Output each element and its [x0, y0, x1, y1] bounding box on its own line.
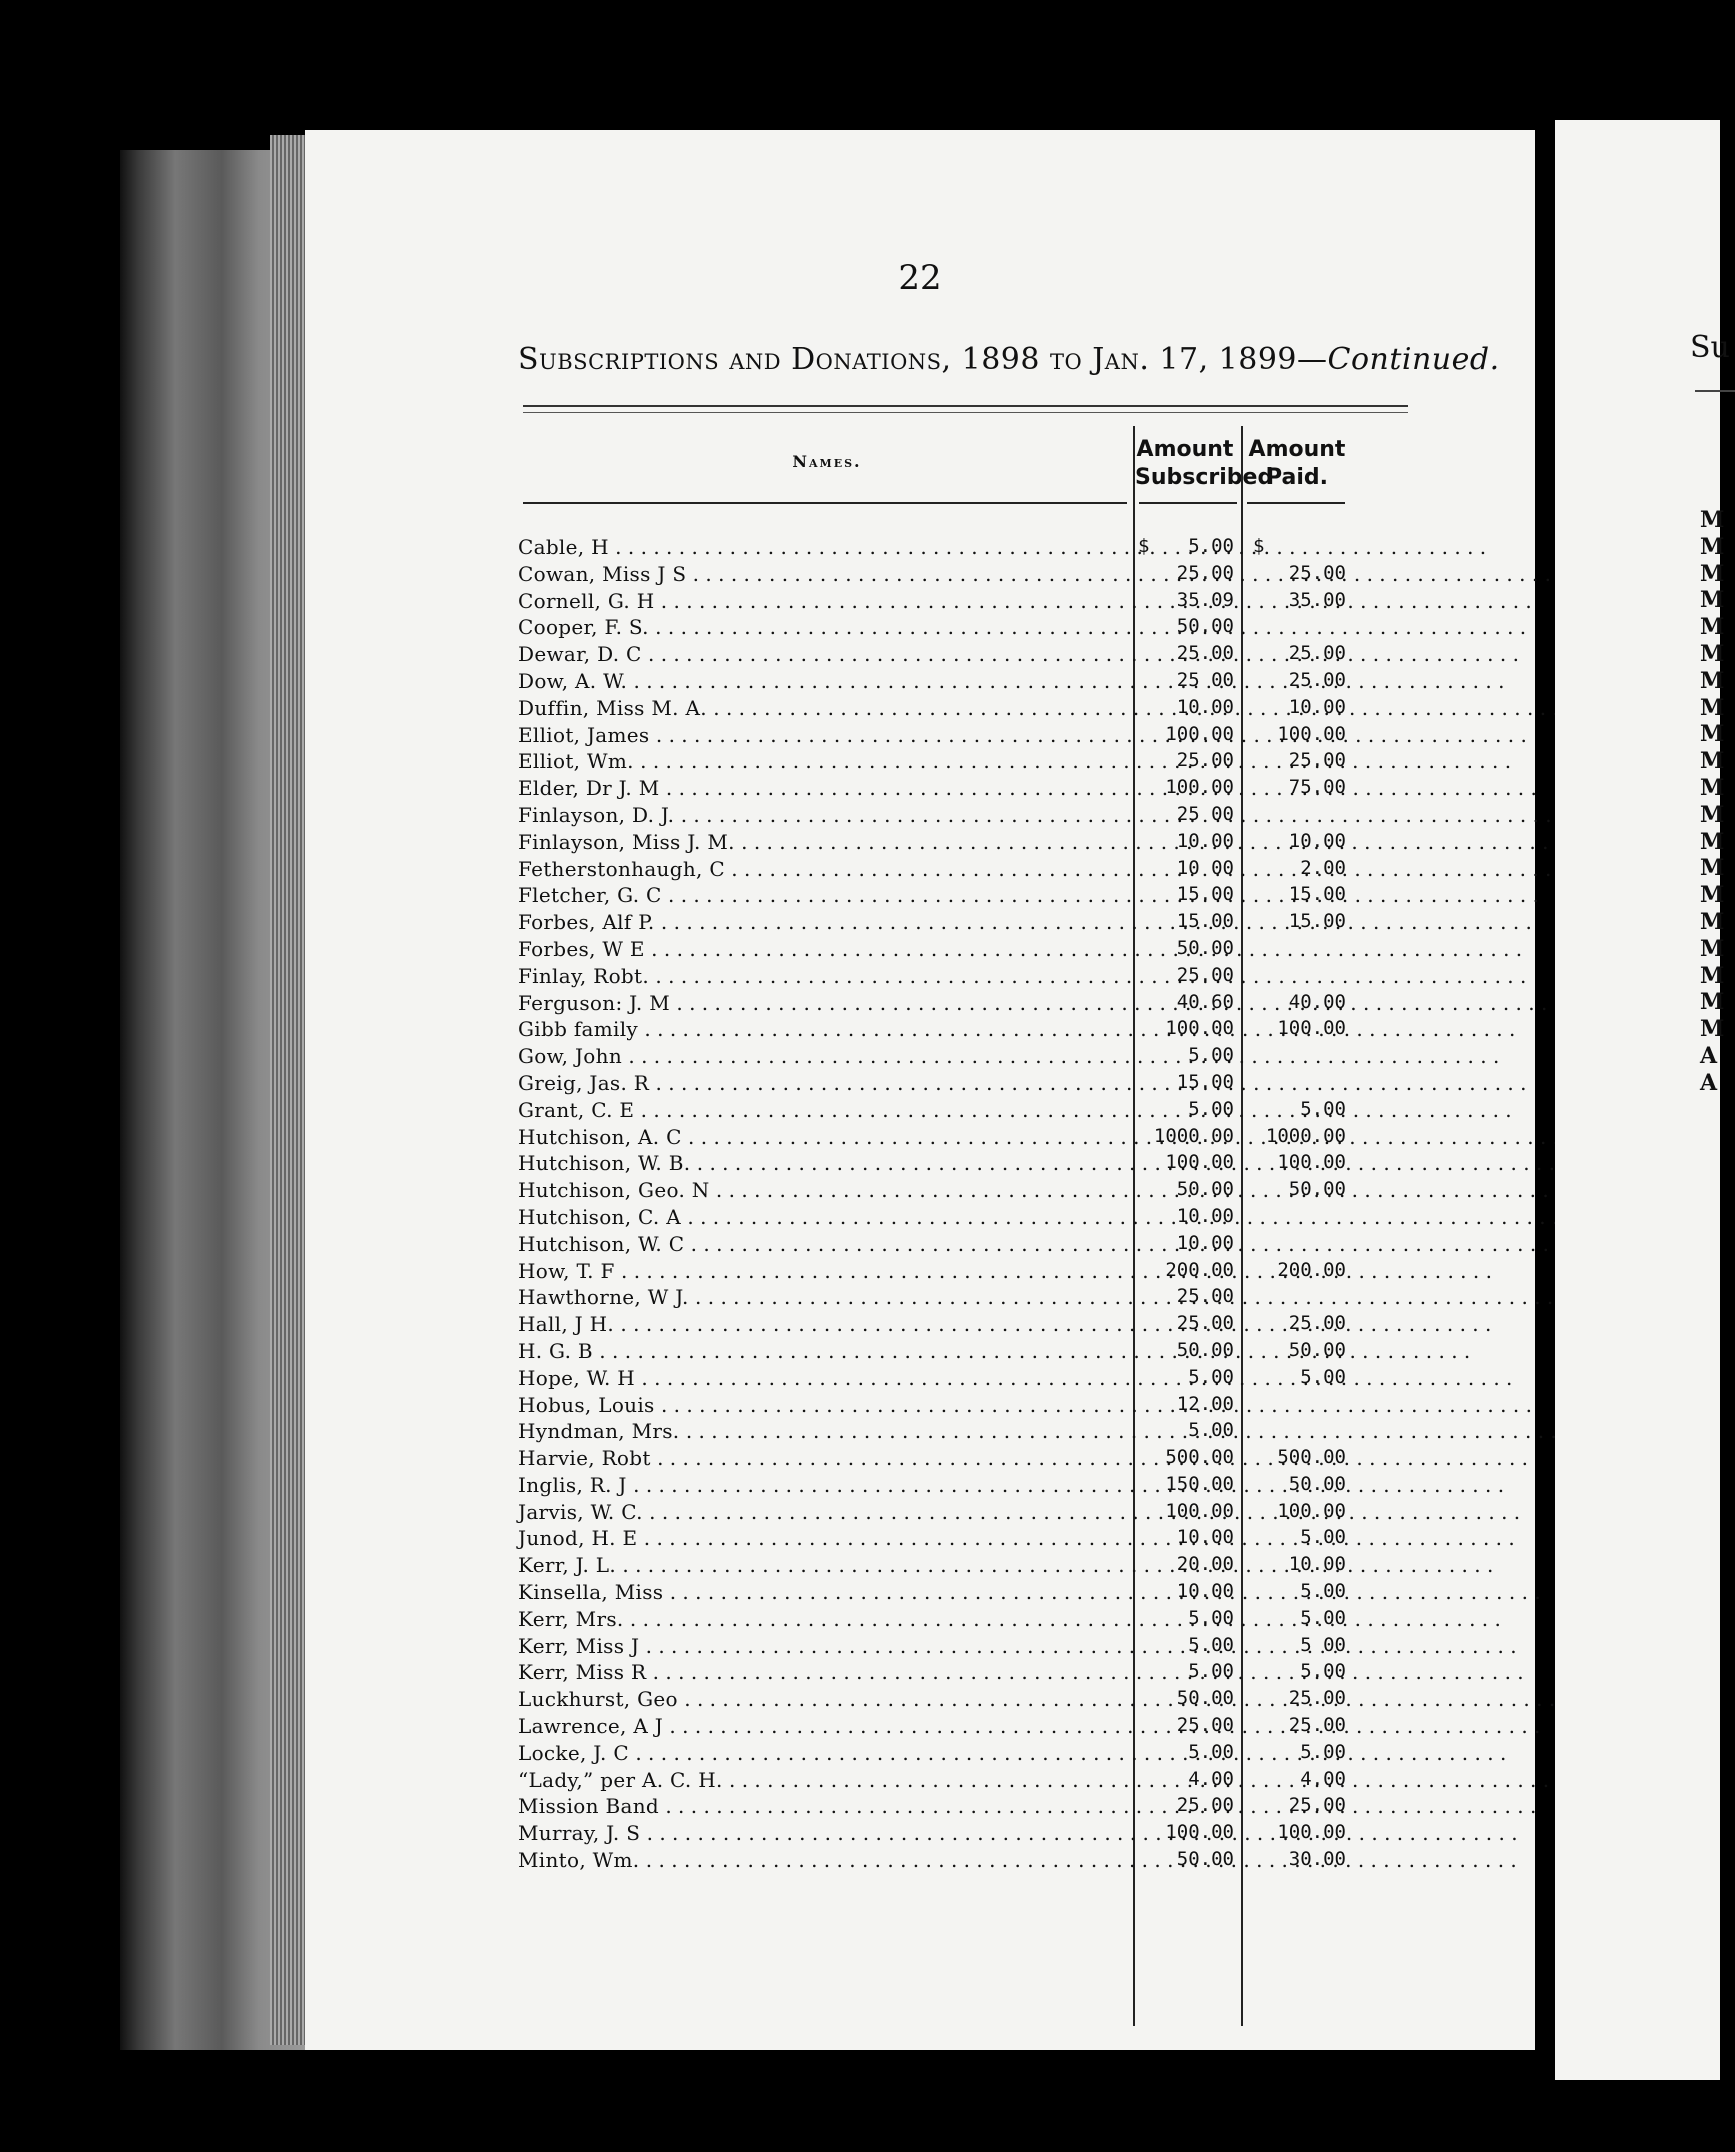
table-row — [518, 1473, 1408, 1500]
amount-paid: 75.00 — [1288, 776, 1346, 799]
title-continued: Continued. — [1327, 342, 1500, 377]
page-title — [518, 342, 1500, 377]
amount-subscribed: 25.00 — [1176, 1794, 1234, 1817]
amount-subscribed: 50.00 — [1176, 1178, 1234, 1201]
amount-subscribed: 4.00 — [1188, 1767, 1234, 1790]
amount-paid: 25.00 — [1288, 1312, 1346, 1335]
next-page-initial: M — [1700, 828, 1725, 855]
amount-paid: 25.00 — [1288, 1714, 1346, 1737]
table-row — [518, 1339, 1408, 1366]
amount-paid: 4.00 — [1300, 1767, 1346, 1790]
amount-paid: 200.00 — [1277, 1258, 1346, 1281]
amount-paid: 5.00 — [1300, 1365, 1346, 1388]
next-page-initial: M — [1700, 908, 1725, 935]
amount-subscribed: 100.00 — [1165, 1017, 1234, 1040]
table-row — [518, 1285, 1408, 1312]
table-row — [518, 723, 1408, 750]
table-row — [518, 562, 1408, 589]
table-row — [518, 535, 1408, 562]
table-row — [518, 1205, 1408, 1232]
amount-subscribed: 50.00 — [1176, 1338, 1234, 1361]
amount-subscribed: 10.00 — [1176, 1231, 1234, 1254]
amount-subscribed: 10 00 — [1176, 856, 1234, 879]
subscriber-name: Cowan, Miss J S . . . — [518, 562, 1128, 586]
table-row — [518, 830, 1408, 857]
subscriber-name: Locke, J. C . . . — [518, 1741, 1128, 1765]
subscriber-name: Hutchison, Geo. N . . . — [518, 1178, 1128, 1202]
amount-subscribed: 100.00 — [1165, 776, 1234, 799]
table-row — [518, 1017, 1408, 1044]
table-row — [518, 615, 1408, 642]
subscriber-name: Fletcher, G. C . . . — [518, 883, 1128, 907]
subscriber-name: Kinsella, Miss . . . — [518, 1580, 1128, 1604]
table-row — [518, 1178, 1408, 1205]
header-rule-thin — [523, 412, 1408, 413]
amount-paid: 10.00 — [1288, 829, 1346, 852]
table-row — [518, 1660, 1408, 1687]
subscriber-name: Gow, John . . . — [518, 1044, 1128, 1068]
subscriber-name: Kerr, Miss R . . . — [518, 1660, 1128, 1684]
amount-subscribed: 5.00 — [1188, 1044, 1234, 1067]
subscriber-name: Mission Band . . . — [518, 1794, 1128, 1818]
amount-paid: 50.00 — [1288, 1178, 1346, 1201]
paid-header-rule — [1247, 502, 1345, 504]
table-row — [518, 1500, 1408, 1527]
subscriber-name: Duffin, Miss M. A. . . . — [518, 696, 1128, 720]
next-page-initials — [1700, 507, 1724, 1097]
amount-subscribed: 10.00 — [1176, 1204, 1234, 1227]
subscriber-name: Gibb family . . . — [518, 1017, 1128, 1041]
amount-subscribed: 50.00 — [1176, 1687, 1234, 1710]
paid-column-header: Amount Paid. — [1248, 437, 1346, 490]
page-edges — [270, 135, 310, 2045]
table-row — [518, 749, 1408, 776]
amount-paid: 25.00 — [1288, 1794, 1346, 1817]
amount-subscribed: 25.00 — [1176, 749, 1234, 772]
amount-paid: 15.00 — [1288, 910, 1346, 933]
table-row — [518, 1151, 1408, 1178]
page-number: 22 — [898, 258, 942, 298]
next-page-initial: M — [1700, 748, 1725, 775]
amount-subscribed: 50.00 — [1176, 615, 1234, 638]
table-row — [518, 1446, 1408, 1473]
subscriber-name: Murray, J. S . . . — [518, 1821, 1128, 1845]
subscriber-name: Grant, C. E . . . — [518, 1098, 1128, 1122]
subscriber-name: Hyndman, Mrs. . . . — [518, 1419, 1128, 1443]
amount-paid: 1000.00 — [1265, 1124, 1346, 1147]
subscriber-name: Finlayson, Miss J. M. . . . — [518, 830, 1128, 854]
table-row — [518, 669, 1408, 696]
amount-subscribed: 500.00 — [1165, 1446, 1234, 1469]
amount-paid: 10.00 — [1288, 695, 1346, 718]
amount-subscribed: 15.00 — [1176, 883, 1234, 906]
subscriber-name: Elliot, James . . . — [518, 723, 1128, 747]
amount-subscribed: 25 00 — [1176, 668, 1234, 691]
subscriber-name: Ferguson: J. M . . . — [518, 991, 1128, 1015]
next-page-initial: M — [1700, 882, 1725, 909]
subscriber-name: Hobus, Louis . . . — [518, 1393, 1128, 1417]
amount-subscribed: 5.00 — [1188, 1365, 1234, 1388]
next-page-initial: M — [1700, 721, 1725, 748]
table-row — [518, 803, 1408, 830]
amount-subscribed: 10.00 — [1176, 829, 1234, 852]
table-row — [518, 910, 1408, 937]
next-page-header: Su — [1690, 330, 1730, 365]
subscribed-column-header: Amount Subscribed — [1135, 437, 1274, 490]
table-row — [518, 1607, 1408, 1634]
amount-subscribed: 100.00 — [1165, 722, 1234, 745]
amount-paid: 50.00 — [1288, 1338, 1346, 1361]
amount-subscribed: 25 00 — [1176, 802, 1234, 825]
next-page-initial: M — [1700, 989, 1725, 1016]
amount-subscribed: 25.00 — [1176, 642, 1234, 665]
currency-symbol: $ — [1253, 535, 1265, 557]
amount-subscribed: 50.00 — [1176, 936, 1234, 959]
table-row — [518, 1312, 1408, 1339]
amount-paid: 25.00 — [1288, 749, 1346, 772]
table-row — [518, 776, 1408, 803]
subscriber-name: Lawrence, A J . . . — [518, 1714, 1128, 1738]
amount-subscribed: 1000.00 — [1153, 1124, 1234, 1147]
table-row — [518, 883, 1408, 910]
next-page-initial: M — [1700, 533, 1725, 560]
table-row — [518, 1044, 1408, 1071]
amount-paid: 25.00 — [1288, 1687, 1346, 1710]
table-row — [518, 1821, 1408, 1848]
amount-subscribed: 50.00 — [1176, 1848, 1234, 1871]
next-page-initial: M — [1700, 640, 1725, 667]
table-row — [518, 1125, 1408, 1152]
amount-paid: 5.00 — [1300, 1526, 1346, 1549]
amount-subscribed: 35.09 — [1176, 588, 1234, 611]
amount-subscribed: 5.00 — [1188, 1740, 1234, 1763]
amount-paid: 25.00 — [1288, 642, 1346, 665]
amount-paid: 100.00 — [1277, 1151, 1346, 1174]
next-page-initial: M — [1700, 962, 1725, 989]
amount-subscribed: 5.00 — [1188, 1660, 1234, 1683]
table-row — [518, 1232, 1408, 1259]
subscriber-name: Hutchison, C. A . . . — [518, 1205, 1128, 1229]
subscriber-name: Junod, H. E . . . — [518, 1526, 1128, 1550]
subscriber-name: Hutchison, W. B. . . . — [518, 1151, 1128, 1175]
amount-paid: 10.00 — [1288, 1553, 1346, 1576]
subscriber-name: Finlay, Robt. . . . — [518, 964, 1128, 988]
amount-paid: 5.00 — [1300, 1740, 1346, 1763]
table-row — [518, 937, 1408, 964]
amount-paid: 5.00 — [1300, 1606, 1346, 1629]
subscriber-name: How, T. F . . . — [518, 1259, 1128, 1283]
subscriber-name: Luckhurst, Geo . . . — [518, 1687, 1128, 1711]
subscriber-name: Hope, W. H . . . — [518, 1366, 1128, 1390]
amount-subscribed: 5.00 — [1188, 1419, 1234, 1442]
subscriber-name: Kerr, Miss J . . . — [518, 1634, 1128, 1658]
amount-paid: 5.00 — [1300, 1097, 1346, 1120]
table-row — [518, 1366, 1408, 1393]
table-row — [518, 1098, 1408, 1125]
amount-subscribed: 5.00 — [1188, 535, 1234, 557]
next-page-initial: M — [1700, 801, 1725, 828]
table-row — [518, 964, 1408, 991]
amount-subscribed: 200.00 — [1165, 1258, 1234, 1281]
subscriber-name: Elder, Dr J. M . . . — [518, 776, 1128, 800]
amount-paid: 5.00 — [1300, 1660, 1346, 1683]
amount-paid: 100.00 — [1277, 722, 1346, 745]
subscriber-name: Cable, H . . . — [518, 535, 1128, 559]
next-page-initial: M — [1700, 614, 1725, 641]
next-page-initial: M — [1700, 694, 1725, 721]
next-page-initial: M — [1700, 855, 1725, 882]
table-row — [518, 1768, 1408, 1795]
amount-paid: 15.00 — [1288, 883, 1346, 906]
next-page-initial: M — [1700, 1016, 1725, 1043]
subscriber-name: Minto, Wm. . . . — [518, 1848, 1128, 1872]
table-row — [518, 1419, 1408, 1446]
next-page-initial: M — [1700, 667, 1725, 694]
amount-subscribed: 5.00 — [1188, 1097, 1234, 1120]
next-page-initial: A — [1700, 1069, 1718, 1096]
subscriber-name: Cornell, G. H . . . — [518, 589, 1128, 613]
next-page-fragment — [1555, 120, 1730, 2080]
table-row — [518, 1526, 1408, 1553]
table-row — [518, 991, 1408, 1018]
amount-subscribed: 10.00 — [1176, 695, 1234, 718]
table-row — [518, 1794, 1408, 1821]
amount-subscribed: 100.00 — [1165, 1151, 1234, 1174]
names-header-rule — [523, 502, 1127, 504]
amount-subscribed: 25.00 — [1176, 1285, 1234, 1308]
amount-paid: 100.00 — [1277, 1499, 1346, 1522]
table-row — [518, 1714, 1408, 1741]
amount-subscribed: 25.00 — [1176, 1312, 1234, 1335]
amount-paid: 30.00 — [1288, 1848, 1346, 1871]
amount-subscribed: 10.00 — [1176, 1580, 1234, 1603]
amount-subscribed: 20.00 — [1176, 1553, 1234, 1576]
subscriber-name: Dewar, D. C . . . — [518, 642, 1128, 666]
amount-paid: 50.00 — [1288, 1472, 1346, 1495]
header-rule — [523, 405, 1408, 407]
amount-subscribed: 10.00 — [1176, 1526, 1234, 1549]
amount-paid: 5 00 — [1300, 1633, 1346, 1656]
subscriber-name: Greig, Jas. R . . . — [518, 1071, 1128, 1095]
amount-paid: 500.00 — [1277, 1446, 1346, 1469]
next-page-initial: M — [1700, 935, 1725, 962]
amount-paid: 40.00 — [1288, 990, 1346, 1013]
subscriber-name: Fetherstonhaugh, C . . . — [518, 857, 1128, 881]
amount-subscribed: 5.00 — [1188, 1606, 1234, 1629]
subscriber-name: Finlayson, D. J. . . . — [518, 803, 1128, 827]
amount-subscribed: 40.60 — [1176, 990, 1234, 1013]
amount-subscribed: 150.00 — [1165, 1472, 1234, 1495]
table-row — [518, 696, 1408, 723]
subscriber-name: H. G. B . . . — [518, 1339, 1128, 1363]
subscriptions-table — [518, 535, 1408, 1875]
amount-paid: 25.00 — [1288, 668, 1346, 691]
amount-paid: 35.00 — [1288, 588, 1346, 611]
table-row — [518, 1071, 1408, 1098]
amount-paid: 2.00 — [1300, 856, 1346, 879]
subscriber-name: Jarvis, W. C. . . . — [518, 1500, 1128, 1524]
subscriber-name: Forbes, W E . . . — [518, 937, 1128, 961]
subscriber-name: Elliot, Wm. . . . — [518, 749, 1128, 773]
subscribed-header-rule — [1139, 502, 1237, 504]
subscriber-name: Hall, J H. . . . — [518, 1312, 1128, 1336]
ledger-page — [305, 130, 1535, 2050]
amount-subscribed: 12.00 — [1176, 1392, 1234, 1415]
subscriber-name: Inglis, R. J . . . — [518, 1473, 1128, 1497]
title-main: Subscriptions and Donations, 1898 to Jan. 17, 1899— — [518, 342, 1328, 377]
table-row — [518, 1687, 1408, 1714]
amount-subscribed: 25.00 — [1176, 963, 1234, 986]
amount-subscribed: 5.00 — [1188, 1633, 1234, 1656]
next-page-initial: M — [1700, 774, 1725, 801]
table-row — [518, 1848, 1408, 1875]
amount-subscribed: 100.00 — [1165, 1499, 1234, 1522]
amount-subscribed: 15.00 — [1176, 910, 1234, 933]
table-row — [518, 1393, 1408, 1420]
subscriber-name: Kerr, J. L. . . . — [518, 1553, 1128, 1577]
amount-subscribed: 15.00 — [1176, 1070, 1234, 1093]
names-column-header: Names. — [792, 452, 862, 471]
subscriber-name: Kerr, Mrs. . . . — [518, 1607, 1128, 1631]
table-row — [518, 1634, 1408, 1661]
next-page-initial: M — [1700, 507, 1725, 533]
table-row — [518, 1553, 1408, 1580]
next-page-initial: A — [1700, 1042, 1718, 1069]
amount-subscribed: 25.00 — [1176, 1714, 1234, 1737]
subscriber-name: Dow, A. W. . . . — [518, 669, 1128, 693]
subscriber-name: Hutchison, A. C . . . — [518, 1125, 1128, 1149]
subscriber-name: Harvie, Robt . . . — [518, 1446, 1128, 1470]
subscriber-name: Cooper, F. S. . . . — [518, 615, 1128, 639]
subscriber-name: Hawthorne, W J. . . . — [518, 1285, 1128, 1309]
subscriber-name: Hutchison, W. C . . . — [518, 1232, 1128, 1256]
amount-paid: 5.00 — [1300, 1580, 1346, 1603]
next-page-initial: M — [1700, 587, 1725, 614]
currency-symbol: $ — [1138, 535, 1150, 557]
next-page-initial: M — [1700, 560, 1725, 587]
table-row — [518, 857, 1408, 884]
table-row — [518, 1741, 1408, 1768]
subscriber-name: “Lady,” per A. C. H. . . . — [518, 1768, 1128, 1792]
amount-subscribed: 100.00 — [1165, 1821, 1234, 1844]
amount-subscribed: 25.00 — [1176, 561, 1234, 584]
next-page-rule — [1695, 390, 1735, 392]
amount-paid: 100.00 — [1277, 1017, 1346, 1040]
table-row — [518, 1580, 1408, 1607]
subscriber-name: Forbes, Alf P. . . . — [518, 910, 1128, 934]
table-row — [518, 1259, 1408, 1286]
table-row — [518, 642, 1408, 669]
amount-paid: 100.00 — [1277, 1821, 1346, 1844]
table-row — [518, 589, 1408, 616]
amount-paid: 25.00 — [1288, 561, 1346, 584]
